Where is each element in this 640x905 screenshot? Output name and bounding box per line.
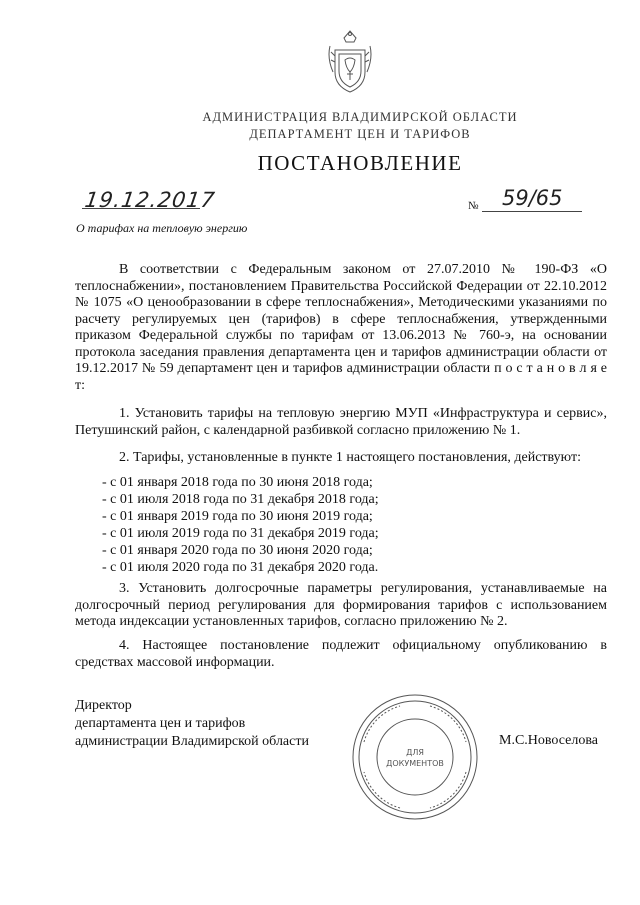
coat-of-arms-icon (327, 28, 373, 96)
document-subject: О тарифах на тепловую энергию (76, 221, 248, 235)
period-item: - с 01 июля 2018 года по 31 декабря 2018 года; (102, 492, 379, 507)
clause-1: 1. Установить тарифы на тепловую энергию МУП «Инфраструктура и сервис», Петушинский район, с календарной разбивкой согласно приложению № 1. (75, 406, 607, 438)
document-title: ПОСТАНОВЛЕНИЕ (257, 151, 463, 175)
preamble-text: В соответствии с Федеральным законом от 27.07.2010 № 190-ФЗ «О теплоснабжении», постановлением Правительства Российской Федерации от 22.10.2012 № 1075 «О ценообразовании в сфере теплоснабжения», Методическими указаниями по расчету регулируемых цен (тарифов) в сфере теплоснабжения, утвержденными приказом Федеральной службы по тарифам от 13.06.2013 № 760-э, на основании протокола заседания правления департамента цен и тарифов администрации области от 19.12.2017 № 59 департамент цен и тарифов администрации области (75, 262, 607, 376)
number-underline (482, 211, 582, 212)
organization-name: АДМИНИСТРАЦИЯ ВЛАДИМИРСКОЙ ОБЛАСТИ (202, 110, 518, 124)
document-date: 19.12.2017 (83, 188, 217, 212)
document-number: 59/65 (502, 186, 563, 210)
stamp-text-line2: ДОКУМЕНТОВ (386, 759, 444, 768)
decree-word: п о с т а н о в л я е т: (75, 361, 608, 393)
number-sign: № (468, 200, 479, 212)
clause-2: 2. Тарифы, установленные в пункте 1 настоящего постановления, действуют: (119, 450, 581, 465)
signatory-position (75, 697, 309, 751)
position-line: Директор (75, 698, 132, 713)
stamp-text-line1: ДЛЯ (406, 748, 424, 757)
position-line: департамента цен и тарифов (75, 716, 246, 731)
period-item: - с 01 июля 2019 года по 31 декабря 2019 года; (102, 526, 379, 541)
position-line: администрации Владимирской области (75, 734, 309, 749)
preamble-paragraph (75, 262, 607, 394)
date-underline (82, 208, 200, 209)
period-item: - с 01 июля 2020 года по 31 декабря 2020 года. (102, 560, 379, 575)
clause-3: 3. Установить долгосрочные параметры регулирования, устанавливаемые на долгосрочный период регулирования для формирования тарифов с использованием метода индексации установленных тарифов, согласно приложению № 2. (75, 581, 607, 629)
signatory-name: М.С.Новоселова (499, 733, 598, 748)
period-list (102, 474, 379, 576)
period-item: - с 01 января 2018 года по 30 июня 2018 года; (102, 475, 373, 490)
period-item: - с 01 января 2019 года по 30 июня 2019 года; (102, 509, 373, 524)
clause-4: 4. Настоящее постановление подлежит официальному опубликованию в средствах массовой информации. (75, 638, 607, 670)
period-item: - с 01 января 2020 года по 30 июня 2020 года; (102, 543, 373, 558)
round-stamp-icon (350, 692, 480, 822)
department-name: ДЕПАРТАМЕНТ ЦЕН И ТАРИФОВ (249, 127, 471, 141)
